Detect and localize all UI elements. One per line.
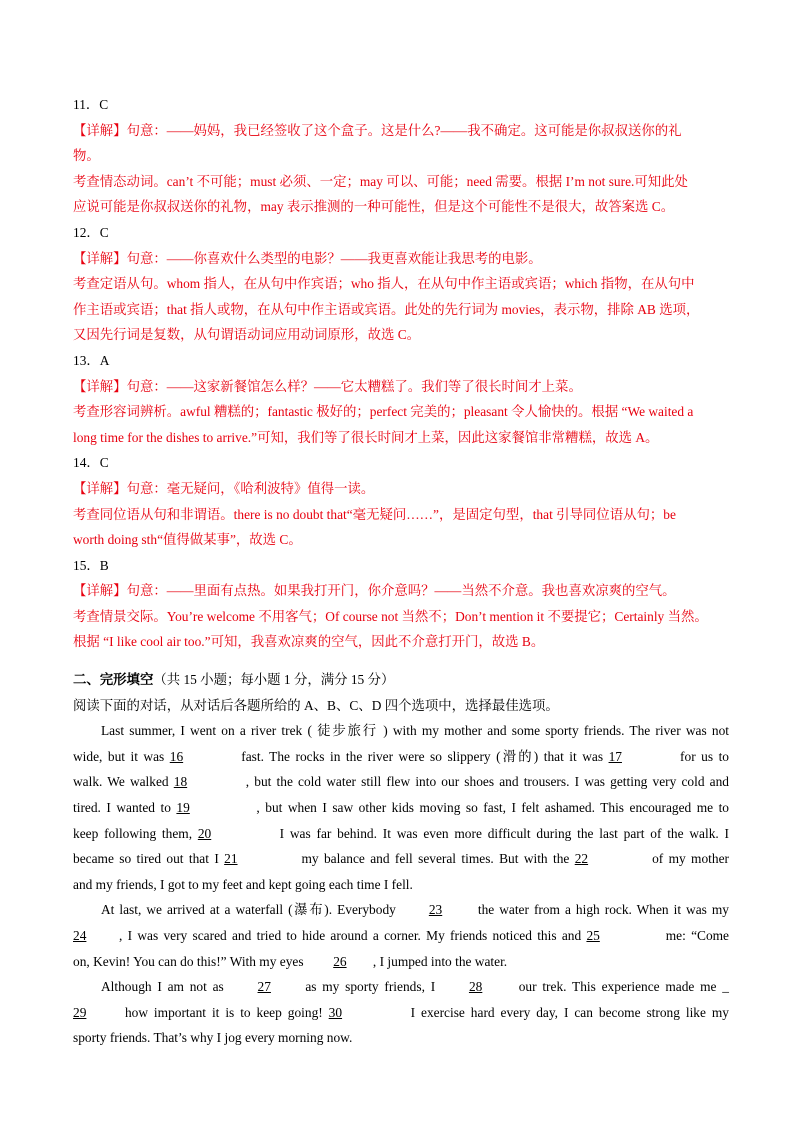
answer-12-explain-2: 作主语或宾语；that 指人或物，在从句中作主语或宾语。此处的先行词为 movies，表示物，排除 AB 选项， xyxy=(73,301,700,317)
blank-29[interactable]: 29 xyxy=(73,1004,87,1020)
blank-17[interactable]: 17 xyxy=(608,748,622,764)
passage-line: on, Kevin! You can do this!” With my eyes 26 , I jumped into the water. xyxy=(73,949,729,975)
detail-text: 句意：——妈妈，我已经签收了这个盒子。这是什么?——我不确定。这可能是你叔叔送你的礼 xyxy=(126,122,682,138)
blank-27[interactable]: 27 xyxy=(257,979,271,995)
passage-line: 29 how important it is to keep going! 30 I exercise hard every day, I can become strong like my xyxy=(73,1000,729,1026)
passage-line: walk. We walked 18 , but the cold water still flew into our shoes and trousers. I was getting very cold and xyxy=(73,769,729,795)
detail-tag: 【详解】 xyxy=(73,250,127,266)
answer-11-explain-1: 考查情态动词。can’t 不可能；must 必须、一定；may 可以、可能；need 需要。根据 I’m not sure.可知此处 xyxy=(73,173,688,189)
section-gap xyxy=(73,655,729,667)
blank-22[interactable]: 22 xyxy=(574,851,589,867)
answer-11-explain-2: 应说可能是你叔叔送你的礼物，may 表示推测的一种可能性，但是这个可能性不是很大，故答案选 C。 xyxy=(73,199,675,215)
answer-12-detail xyxy=(73,246,729,272)
blank-25[interactable]: 25 xyxy=(586,928,600,943)
answer-15-detail xyxy=(73,578,729,604)
detail-tag: 【详解】 xyxy=(73,378,127,394)
answer-15-explain-2: 根据 “I like cool air too.”可知，我喜欢凉爽的空气，因此不介意打开门，故选 B。 xyxy=(73,634,545,650)
blank-30[interactable]: 30 xyxy=(328,1004,343,1020)
blank-20[interactable]: 20 xyxy=(197,825,212,841)
blank-18[interactable]: 18 xyxy=(173,774,188,790)
blank-21[interactable]: 21 xyxy=(224,851,238,867)
passage-line: keep following them, 20 I was far behind. It was even more difficult during the last part of the walk. I xyxy=(73,821,729,847)
blank-26[interactable]: 26 xyxy=(333,953,347,969)
blank-16[interactable]: 16 xyxy=(169,748,184,764)
passage-line: Last summer, I went on a river trek ( 徒步旅行 ) with my mother and some sporty friends. The river was not xyxy=(101,723,729,739)
answer-12-number: 12．C xyxy=(73,224,109,240)
detail-text: 句意：——里面有点热。如果我打开门，你介意吗？——当然不介意。我也喜欢凉爽的空气。 xyxy=(126,583,676,599)
answer-11-number: 11．C xyxy=(73,97,109,112)
answer-14-number: 14．C xyxy=(73,455,109,471)
answer-15-number: 15．B xyxy=(73,557,109,573)
answer-14-explain-1: 考查同位语从句和非谓语。there is no doubt that“毫无疑问……”，是固定句型，that 引导同位语从句；be xyxy=(73,506,676,522)
section-title: 二、完形填空 xyxy=(73,672,154,688)
detail-tag: 【详解】 xyxy=(73,583,127,599)
detail-text: 句意：毫无疑问，《哈利波特》值得一读。 xyxy=(126,480,375,496)
answer-13-number: 13．A xyxy=(73,352,110,368)
passage-line: wide, but it was 16 fast. The rocks in the river were so slippery (滑的) that it was 17 for us to xyxy=(73,744,729,770)
section-note: （共 15 小题；每小题 1 分，满分 15 分） xyxy=(153,672,395,688)
answer-12-explain-1: 考查定语从句。whom 指人，在从句中作宾语；who 指人，在从句中作主语或宾语；which 指物，在从句中 xyxy=(73,276,695,292)
answer-11-detail xyxy=(73,118,729,144)
detail-text: 句意：——你喜欢什么类型的电影？——我更喜欢能让我思考的电影。 xyxy=(126,250,542,266)
detail-text: 句意：——这家新餐馆怎么样？——它太糟糕了。我们等了很长时间才上菜。 xyxy=(126,378,582,394)
blank-24[interactable]: 24 xyxy=(73,928,87,943)
answer-13-explain-2: long time for the dishes to arrive.”可知，我们等了很长时间才上菜，因此这家餐馆非常糟糕，故选 A。 xyxy=(73,429,659,445)
blank-28[interactable]: 28 xyxy=(468,979,483,995)
passage-line: became so tired out that I 21 my balance and fell several times. But with the 22 of my mother xyxy=(73,846,729,872)
answer-14-detail xyxy=(73,476,729,502)
passage-line: At last, we arrived at a waterfall (瀑布). Everybody 23 the water from a high rock. When it was my xyxy=(73,897,729,923)
blank-19[interactable]: 19 xyxy=(176,800,190,816)
answer-13-explain-1: 考查形容词辨析。awful 糟糕的；fantastic 极好的；perfect 完美的；pleasant 令人愉快的。根据 “We waited a xyxy=(73,404,694,420)
detail-tag: 【详解】 xyxy=(73,122,127,138)
section-heading xyxy=(73,667,729,693)
passage-line: Although I am not as 27 as my sporty friends, I 28 our trek. This experience made me _ xyxy=(73,974,729,1000)
section-instruction: 阅读下面的对话，从对话后各题所给的 A、B、C、D 四个选项中，选择最佳选项。 xyxy=(73,697,559,713)
document-page xyxy=(73,92,729,1051)
blank-23[interactable]: 23 xyxy=(428,902,443,918)
passage-line: tired. I wanted to 19 , but when I saw other kids moving so fast, I felt ashamed. This encouraged me to xyxy=(73,795,729,821)
passage-line: sporty friends. That’s why I jog every morning now. xyxy=(73,1030,353,1046)
passage-line: and my friends, I got to my feet and kept going each time I fell. xyxy=(73,876,413,892)
detail-tag: 【详解】 xyxy=(73,480,127,496)
answer-15-explain-1: 考查情景交际。You’re welcome 不用客气；Of course not 当然不；Don’t mention it 不要提它；Certainly 当然。 xyxy=(73,608,708,624)
answer-14-explain-2: worth doing sth“值得做某事”，故选 C。 xyxy=(73,532,302,548)
answer-11-detail-cont: 物。 xyxy=(73,148,100,164)
answer-13-detail xyxy=(73,374,729,400)
passage-line: 24 , I was very scared and tried to hide around a corner. My friends noticed this and 25 me: “Come xyxy=(73,923,729,949)
answer-12-explain-3: 又因先行词是复数，从句谓语动词应用动词原形，故选 C。 xyxy=(73,327,421,343)
